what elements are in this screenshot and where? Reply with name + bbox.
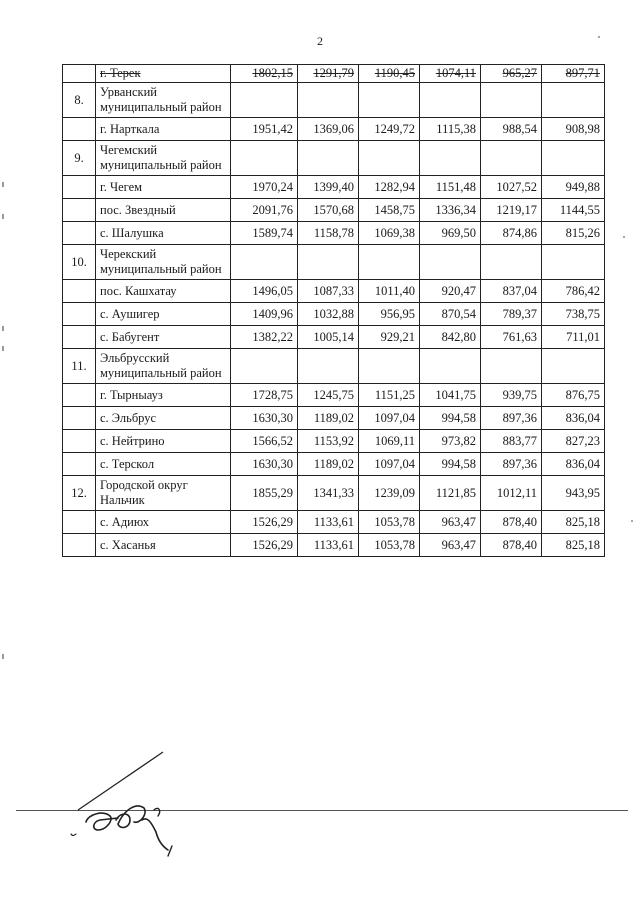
value-cell xyxy=(481,349,542,384)
scan-margin-mark xyxy=(2,182,4,187)
value-cell: 825,18 xyxy=(542,534,605,557)
value-cell xyxy=(542,83,605,118)
locality-name: Чегемский муниципальный район xyxy=(96,141,231,176)
value-cell: 897,36 xyxy=(481,407,542,430)
value-cell: 1855,29 xyxy=(231,476,298,511)
table-section-row xyxy=(63,349,605,384)
tariff-table-body xyxy=(63,65,605,557)
value-cell: 842,80 xyxy=(420,326,481,349)
scan-speck xyxy=(631,520,633,522)
table-row xyxy=(63,303,605,326)
value-cell: 1097,04 xyxy=(359,453,420,476)
scan-speck xyxy=(598,36,600,38)
row-number xyxy=(63,534,96,557)
value-cell: 1151,48 xyxy=(420,176,481,199)
value-cell: 1032,88 xyxy=(298,303,359,326)
locality-name: с. Нейтрино xyxy=(96,430,231,453)
value-cell: 1970,24 xyxy=(231,176,298,199)
value-cell: 789,37 xyxy=(481,303,542,326)
value-cell: 878,40 xyxy=(481,534,542,557)
locality-name: г. Чегем xyxy=(96,176,231,199)
value-cell: 908,98 xyxy=(542,118,605,141)
value-cell: 1012,11 xyxy=(481,476,542,511)
scan-margin-mark xyxy=(2,214,4,219)
value-cell: 939,75 xyxy=(481,384,542,407)
value-cell: 994,58 xyxy=(420,453,481,476)
value-cell: 761,63 xyxy=(481,326,542,349)
table-row xyxy=(63,511,605,534)
row-number xyxy=(63,176,96,199)
value-cell: 1189,02 xyxy=(298,453,359,476)
value-cell: 1087,33 xyxy=(298,280,359,303)
value-cell: 1115,38 xyxy=(420,118,481,141)
value-cell: 815,26 xyxy=(542,222,605,245)
value-cell xyxy=(359,83,420,118)
value-cell xyxy=(420,141,481,176)
value-cell: 1011,40 xyxy=(359,280,420,303)
locality-name: Эльбрусский муниципальный район xyxy=(96,349,231,384)
table-row xyxy=(63,407,605,430)
value-cell: 956,95 xyxy=(359,303,420,326)
value-cell: 883,77 xyxy=(481,430,542,453)
value-cell: 1341,33 xyxy=(298,476,359,511)
row-number xyxy=(63,199,96,222)
value-cell: 1158,78 xyxy=(298,222,359,245)
value-cell: 1097,04 xyxy=(359,407,420,430)
value-cell: 1728,75 xyxy=(231,384,298,407)
locality-name: Урванский муниципальный район xyxy=(96,83,231,118)
row-number xyxy=(63,407,96,430)
value-cell: 969,50 xyxy=(420,222,481,245)
row-number xyxy=(63,430,96,453)
value-cell: 1802,15 xyxy=(231,65,298,83)
value-cell xyxy=(481,245,542,280)
table-row xyxy=(63,453,605,476)
table-section-row xyxy=(63,245,605,280)
scan-margin-mark xyxy=(2,326,4,331)
value-cell: 988,54 xyxy=(481,118,542,141)
value-cell xyxy=(359,141,420,176)
value-cell xyxy=(481,141,542,176)
value-cell: 836,04 xyxy=(542,453,605,476)
value-cell xyxy=(359,349,420,384)
locality-name: пос. Звездный xyxy=(96,199,231,222)
row-number: 9. xyxy=(63,141,96,176)
table-section-row xyxy=(63,83,605,118)
value-cell: 1458,75 xyxy=(359,199,420,222)
handwritten-signature xyxy=(58,750,228,860)
value-cell: 1053,78 xyxy=(359,534,420,557)
value-cell: 1291,79 xyxy=(298,65,359,83)
locality-name: с. Шалушка xyxy=(96,222,231,245)
table-row xyxy=(63,326,605,349)
value-cell: 973,82 xyxy=(420,430,481,453)
value-cell: 1144,55 xyxy=(542,199,605,222)
value-cell: 1282,94 xyxy=(359,176,420,199)
table-row xyxy=(63,534,605,557)
value-cell: 870,54 xyxy=(420,303,481,326)
value-cell: 1219,17 xyxy=(481,199,542,222)
locality-name: г. Тырныауз xyxy=(96,384,231,407)
row-number: 12. xyxy=(63,476,96,511)
locality-name: с. Терскол xyxy=(96,453,231,476)
value-cell: 1496,05 xyxy=(231,280,298,303)
value-cell: 1566,52 xyxy=(231,430,298,453)
value-cell: 965,27 xyxy=(481,65,542,83)
value-cell: 876,75 xyxy=(542,384,605,407)
row-number xyxy=(63,453,96,476)
locality-name: с. Аушигер xyxy=(96,303,231,326)
value-cell xyxy=(231,245,298,280)
value-cell: 897,71 xyxy=(542,65,605,83)
value-cell xyxy=(420,349,481,384)
value-cell: 874,86 xyxy=(481,222,542,245)
value-cell: 1151,25 xyxy=(359,384,420,407)
value-cell: 1053,78 xyxy=(359,511,420,534)
value-cell: 929,21 xyxy=(359,326,420,349)
value-cell: 1409,96 xyxy=(231,303,298,326)
row-number xyxy=(63,326,96,349)
locality-name: г. Нарткала xyxy=(96,118,231,141)
locality-name: г. Терек xyxy=(96,65,231,83)
value-cell: 1630,30 xyxy=(231,407,298,430)
value-cell: 1074,11 xyxy=(420,65,481,83)
value-cell xyxy=(298,245,359,280)
table-row xyxy=(63,222,605,245)
value-cell: 827,23 xyxy=(542,430,605,453)
row-number: 8. xyxy=(63,83,96,118)
value-cell: 1027,52 xyxy=(481,176,542,199)
value-cell: 920,47 xyxy=(420,280,481,303)
value-cell: 1382,22 xyxy=(231,326,298,349)
value-cell: 1133,61 xyxy=(298,511,359,534)
value-cell: 837,04 xyxy=(481,280,542,303)
value-cell xyxy=(542,349,605,384)
value-cell: 738,75 xyxy=(542,303,605,326)
row-number xyxy=(63,511,96,534)
value-cell: 897,36 xyxy=(481,453,542,476)
value-cell xyxy=(231,141,298,176)
locality-name: с. Хасанья xyxy=(96,534,231,557)
tariff-table xyxy=(62,64,605,557)
value-cell: 1526,29 xyxy=(231,511,298,534)
value-cell xyxy=(420,245,481,280)
value-cell: 786,42 xyxy=(542,280,605,303)
value-cell xyxy=(231,83,298,118)
value-cell xyxy=(298,349,359,384)
row-number: 11. xyxy=(63,349,96,384)
value-cell: 1249,72 xyxy=(359,118,420,141)
value-cell: 836,04 xyxy=(542,407,605,430)
value-cell xyxy=(359,245,420,280)
value-cell: 949,88 xyxy=(542,176,605,199)
value-cell xyxy=(481,83,542,118)
page-number: 2 xyxy=(317,34,323,48)
value-cell: 1041,75 xyxy=(420,384,481,407)
value-cell: 1399,40 xyxy=(298,176,359,199)
value-cell: 711,01 xyxy=(542,326,605,349)
value-cell: 1189,02 xyxy=(298,407,359,430)
row-number xyxy=(63,280,96,303)
value-cell: 1589,74 xyxy=(231,222,298,245)
value-cell: 1121,85 xyxy=(420,476,481,511)
locality-name: пос. Кашхатау xyxy=(96,280,231,303)
value-cell: 1245,75 xyxy=(298,384,359,407)
value-cell: 1153,92 xyxy=(298,430,359,453)
value-cell: 2091,76 xyxy=(231,199,298,222)
table-row xyxy=(63,384,605,407)
value-cell: 963,47 xyxy=(420,534,481,557)
row-number: 10. xyxy=(63,245,96,280)
value-cell: 963,47 xyxy=(420,511,481,534)
scan-speck xyxy=(623,236,625,238)
table-row xyxy=(63,118,605,141)
value-cell: 1239,09 xyxy=(359,476,420,511)
row-number xyxy=(63,222,96,245)
row-number xyxy=(63,118,96,141)
value-cell xyxy=(298,83,359,118)
value-cell: 1133,61 xyxy=(298,534,359,557)
scan-margin-mark xyxy=(2,346,4,351)
value-cell: 1190,45 xyxy=(359,65,420,83)
value-cell xyxy=(231,349,298,384)
value-cell: 1069,38 xyxy=(359,222,420,245)
value-cell: 994,58 xyxy=(420,407,481,430)
value-cell: 1951,42 xyxy=(231,118,298,141)
value-cell: 878,40 xyxy=(481,511,542,534)
table-row xyxy=(63,280,605,303)
value-cell: 1630,30 xyxy=(231,453,298,476)
table-row xyxy=(63,176,605,199)
value-cell xyxy=(542,141,605,176)
scan-margin-mark xyxy=(2,654,4,659)
table-row xyxy=(63,199,605,222)
table-row xyxy=(63,430,605,453)
value-cell: 825,18 xyxy=(542,511,605,534)
row-number xyxy=(63,384,96,407)
table-row xyxy=(63,65,605,83)
value-cell: 943,95 xyxy=(542,476,605,511)
locality-name: с. Бабугент xyxy=(96,326,231,349)
value-cell: 1069,11 xyxy=(359,430,420,453)
table-section-row xyxy=(63,141,605,176)
row-number xyxy=(63,65,96,83)
locality-name: с. Адиюх xyxy=(96,511,231,534)
value-cell: 1336,34 xyxy=(420,199,481,222)
value-cell xyxy=(420,83,481,118)
locality-name: с. Эльбрус xyxy=(96,407,231,430)
value-cell: 1369,06 xyxy=(298,118,359,141)
locality-name: Городской округ Нальчик xyxy=(96,476,231,511)
locality-name: Черекский муниципальный район xyxy=(96,245,231,280)
value-cell xyxy=(298,141,359,176)
value-cell: 1570,68 xyxy=(298,199,359,222)
table-section-row xyxy=(63,476,605,511)
row-number xyxy=(63,303,96,326)
value-cell xyxy=(542,245,605,280)
value-cell: 1526,29 xyxy=(231,534,298,557)
value-cell: 1005,14 xyxy=(298,326,359,349)
